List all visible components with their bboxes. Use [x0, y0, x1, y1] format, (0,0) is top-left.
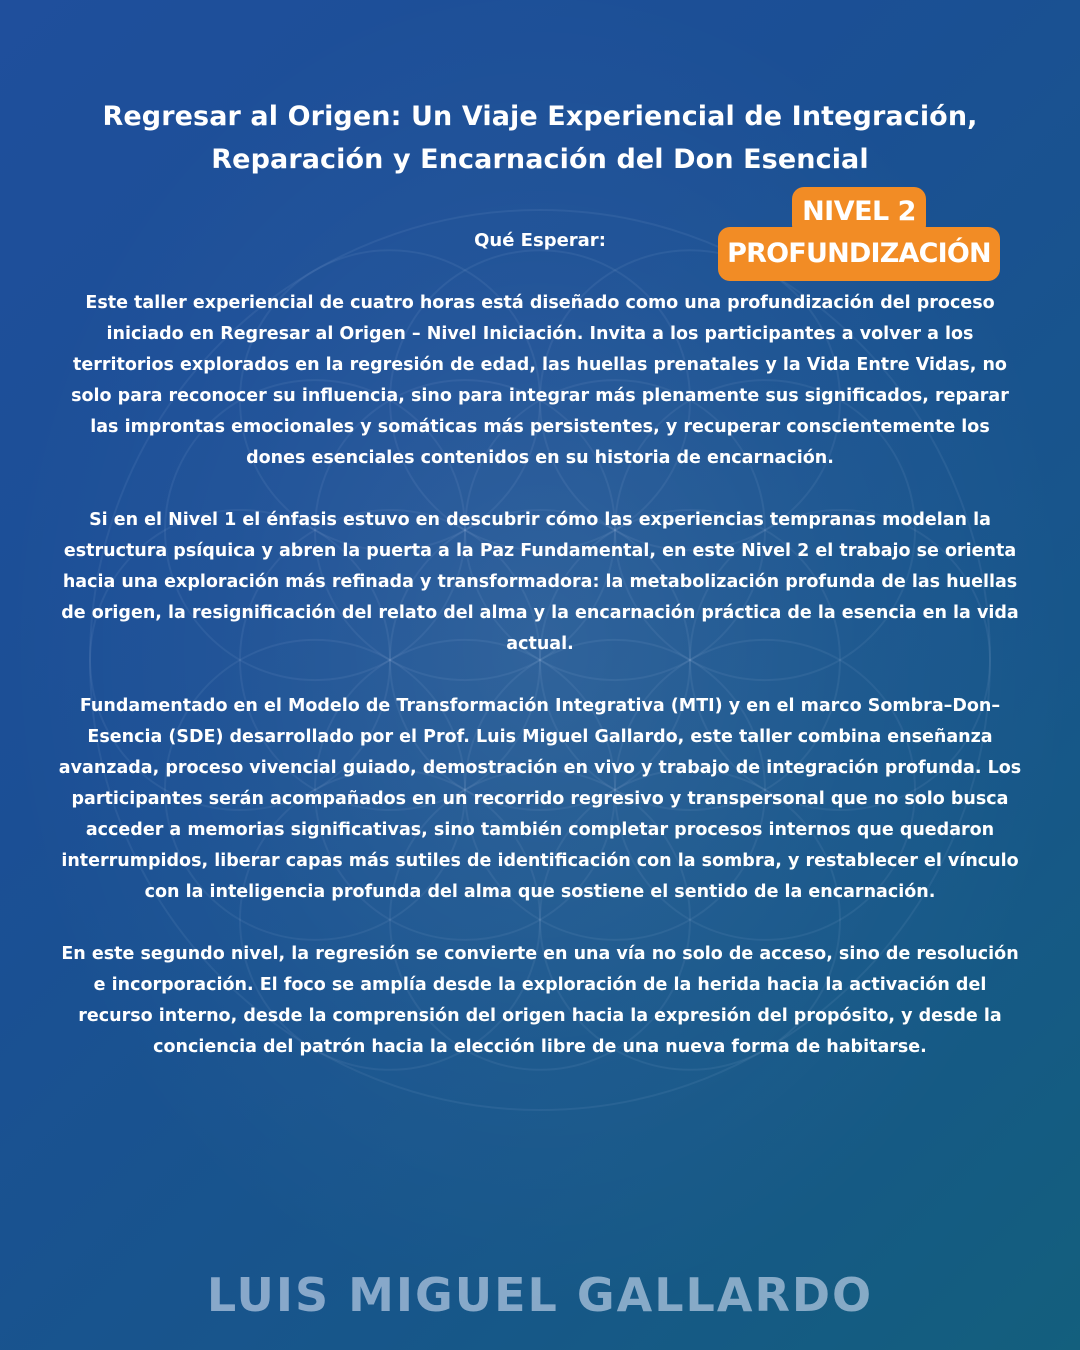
- paragraph-second-level: En este segundo nivel, la regresión se convierte en una vía no solo de acceso, sino de resolución e incorporación. El foco se amplía desde la exploración de la herida hacia la activación del recurso interno, desde la comprensión del origen hacia la expresión del propósito, y desde la conciencia del patrón hacia la elección libre de una nueva forma de habitarse.: [61, 944, 1019, 1057]
- level-badge: NIVEL 2: [792, 187, 926, 237]
- level-name-badge: PROFUNDIZACIÓN: [718, 227, 1000, 281]
- brand-logo: LUIS MIGUEL GALLARDO: [206, 1268, 874, 1322]
- paragraph-methodology: Fundamentado en el Modelo de Transformación Integrativa (MTI) y en el marco Sombra–Don–Esencia (SDE) desarrollado por el Prof. Luis Miguel Gallardo, este taller combina enseñanza avanzada, proceso vivencial guiado, demostración en vivo y trabajo de integración profunda. Los participantes serán acompañados en un recorrido regresivo y transpersonal que no solo busca acceder a memorias significativas, sino también completar procesos internos que quedaron interrumpidos, liberar capas más sutiles de identificación con la sombra, y restablecer el vínculo con la inteligencia profunda del alma que sostiene el sentido de la encarnación.: [58, 696, 1022, 902]
- description-body: [58, 288, 1022, 1094]
- page-title: Regresar al Origen: Un Viaje Experiencial de Integración, Reparación y Encarnación del Don Esencial: [102, 101, 978, 175]
- paragraph-level-comparison: Si en el Nivel 1 el énfasis estuvo en descubrir cómo las experiencias tempranas modelan la estructura psíquica y abren la puerta a la Paz Fundamental, en este Nivel 2 el trabajo se orienta hacia una exploración más refinada y transformadora: la metabolización profunda de las huellas de origen, la resignificación del relato del alma y la encarnación práctica de la esencia en la vida actual.: [61, 510, 1019, 654]
- paragraph-intro: Este taller experiencial de cuatro horas está diseñado como una profundización del proceso iniciado en Regresar al Origen – Nivel Iniciación. Invita a los participantes a volver a los territorios explorados en la regresión de edad, las huellas prenatales y la Vida Entre Vidas, no solo para reconocer su influencia, sino para integrar más plenamente sus significados, reparar las improntas emocionales y somáticas más persistentes, y recuperar conscientemente los dones esenciales contenidos en su historia de encarnación.: [71, 293, 1009, 468]
- section-heading: Qué Esperar:: [474, 230, 606, 251]
